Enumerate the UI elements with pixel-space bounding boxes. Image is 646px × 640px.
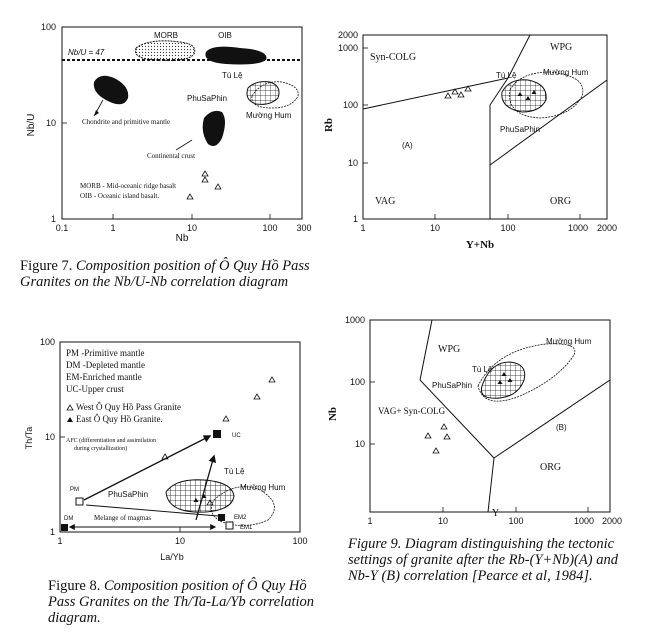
- fig8-em1-label: EM1: [240, 525, 253, 531]
- fig8-dm-point: [61, 524, 68, 531]
- fig8-xtick: 100: [292, 536, 308, 546]
- fig9a-region-vag: VAG: [375, 196, 396, 207]
- fig7-crust-label: Continental crust: [147, 152, 196, 160]
- fig9a-region-org: ORG: [550, 196, 572, 207]
- fig8-xtick: 10: [174, 536, 186, 546]
- fig9a-xtick: 2000: [596, 223, 618, 233]
- fig7-xlabel: Nb: [175, 233, 189, 244]
- fig8-xtick: 1: [57, 536, 63, 546]
- fig9b-west-points: [425, 424, 450, 453]
- fig9a-panel-label: (A): [402, 141, 413, 150]
- fig9a-xtick: 1: [360, 223, 366, 233]
- fig8-legend-west-symbol: [67, 405, 73, 410]
- figure-7: [0, 0, 320, 310]
- fig9b-phusaphin-label: PhuSaPhin: [432, 381, 473, 390]
- fig9b-tule-label: Tú Lệ: [472, 365, 493, 374]
- fig9a-muonghum-label: Mường Hum: [543, 68, 589, 77]
- fig8-pm-point: [76, 498, 83, 505]
- fig9a-west-points: [445, 86, 471, 98]
- fig9b-region-wpg: WPG: [438, 344, 461, 355]
- fig8-phusaphin-label: PhuSaPhin: [108, 490, 149, 499]
- fig9a-ylabel: Rb: [323, 117, 335, 133]
- fig7-points: [187, 171, 221, 199]
- figure-8: [0, 330, 330, 640]
- fig9a-xtick: 10: [429, 223, 441, 233]
- fig9a-ytick: 10: [347, 158, 358, 168]
- fig8-caption-num: Figure 8.: [48, 578, 101, 594]
- figure-9b: [320, 300, 646, 640]
- fig8-uc-label: UC: [232, 433, 241, 439]
- fig9b-xtick: 100: [508, 516, 524, 526]
- fig7-plot: [0, 0, 320, 250]
- fig9a-ytick: 100: [342, 100, 358, 110]
- fig7-xtick: 100: [262, 223, 278, 233]
- fig9a-xtick: 100: [500, 223, 516, 233]
- fig8-legend-east-symbol: [67, 417, 73, 422]
- fig7-chondrite-field: [94, 76, 128, 105]
- fig8-muonghum-label: Mường Hum: [240, 483, 286, 492]
- fig8-em1-point: [226, 522, 233, 529]
- fig7-ytick: 100: [40, 22, 56, 32]
- fig9b-xtick: 2000: [601, 516, 623, 526]
- fig7-oib-field: [205, 47, 266, 65]
- fig9b-ytick: 10: [354, 439, 365, 449]
- fig9a-region-syncolg: Syn-COLG: [370, 52, 417, 63]
- fig9b-xtick: 1000: [573, 516, 595, 526]
- fig8-tule-label: Tú Lệ: [224, 467, 245, 476]
- fig8-legend-east: East Ô Quy Hồ Granite.: [76, 414, 163, 424]
- fig8-ytick: 100: [39, 337, 55, 347]
- fig7-xtick: 1: [110, 223, 116, 233]
- fig8-caption-text: Composition position of Ô Quy Hồ Pass Granites on the Th/Ta-La/Yb correlation diagram.: [48, 578, 314, 626]
- fig7-caption-num: Figure 7.: [20, 258, 73, 274]
- fig8-melange-label: Melange of magmas: [94, 514, 152, 522]
- fig7-muonghum-label: Mường Hum: [246, 111, 292, 120]
- fig7-oib-label: OIB: [218, 31, 232, 40]
- fig8-xlabel: La/Yb: [160, 552, 184, 562]
- fig7-ylabel: Nb/U: [26, 113, 37, 137]
- fig7-nbu-label: Nb/U = 47: [68, 48, 105, 57]
- fig9b-ylabel: Nb: [327, 406, 339, 422]
- fig9a-tule-field: [502, 80, 546, 112]
- fig9b-xtick: 10: [437, 516, 449, 526]
- fig9a-tule-label: Tú Lệ: [496, 71, 517, 80]
- fig9b-region-vag: VAG+ Syn-COLG: [378, 406, 446, 416]
- fig8-legend-uc: UC-Upper crust: [66, 384, 124, 394]
- fig7-morb-field: [136, 41, 195, 61]
- fig8-ytick: 1: [49, 527, 55, 537]
- fig7-caption-text: Composition position of Ô Quy Hồ Pass Granites on the Nb/U-Nb correlation diagram: [20, 258, 310, 290]
- fig9b-xlabel: Y: [492, 508, 500, 519]
- fig7-legend-oib: OIB - Oceanic island basalt.: [80, 192, 160, 200]
- fig7-xtick: 0.1: [55, 223, 69, 233]
- fig8-ytick: 10: [44, 432, 55, 442]
- fig8-afc-note-1: AFC (differentiation and assimilation: [66, 438, 157, 444]
- fig9a-ytick: 1: [352, 214, 358, 224]
- figure-9a: [320, 0, 646, 260]
- fig7-morb-label: MORB: [154, 31, 178, 40]
- fig8-pm-label: PM: [70, 487, 79, 493]
- fig7-phusaphin-label: PhuSaPhin: [187, 94, 228, 103]
- fig7-crust-field: [203, 111, 225, 146]
- fig7-ytick: 1: [50, 214, 56, 224]
- fig7-chondrite-label: Chondrite and primitive mantle: [82, 118, 171, 126]
- fig7-caption: [20, 258, 320, 290]
- fig9b-plot: [320, 300, 646, 528]
- fig9a-phusaphin-label: PhuSaPhin: [500, 125, 541, 134]
- fig9b-ytick: 1000: [344, 315, 365, 325]
- fig9b-region-org: ORG: [540, 462, 562, 473]
- fig8-legend-dm: DM -Depleted mantle: [66, 360, 145, 370]
- fig8-ylabel: Th/Ta: [24, 426, 34, 450]
- fig7-xtick: 10: [186, 223, 198, 233]
- fig9b-ytick: 100: [349, 377, 365, 387]
- fig7-tule-label: Tú Lệ: [222, 71, 243, 80]
- fig8-caption: [48, 578, 320, 626]
- fig9a-ytick: 2000: [337, 30, 358, 40]
- fig9a-xtick: 1000: [567, 223, 589, 233]
- fig8-legend-pm: PM -Primitive mantle: [66, 348, 145, 358]
- fig9a-region-wpg: WPG: [550, 42, 573, 53]
- fig8-legend-em: EM-Enriched mantle: [66, 372, 142, 382]
- fig9a-plot: [320, 0, 646, 260]
- fig9b-xtick: 1: [367, 516, 373, 526]
- fig8-em2-label: EM2: [234, 515, 247, 521]
- fig7-ytick: 10: [45, 118, 56, 128]
- fig7-legend-morb: MORB - Mid-oceanic ridge basalt: [80, 182, 177, 190]
- fig9a-xlabel: Y+Nb: [465, 239, 495, 251]
- fig7-tule-field: [247, 82, 279, 105]
- fig8-afc-note-2: during crystallization): [74, 446, 128, 452]
- fig8-legend-west: West Ô Quy Hồ Pass Granite: [76, 402, 182, 412]
- fig8-dm-label: DM: [64, 516, 74, 522]
- fig9a-ytick: 1000: [337, 43, 358, 53]
- fig8-uc-point: [213, 430, 221, 438]
- fig9b-caption: Figure 9. Diagram distinguishing the tectonic settings of granite after the Rb-(Y+Nb)(A) and Nb-Y (B) correlation [Pearce et al, 1984].: [348, 536, 618, 584]
- fig9b-panel-label: (B): [556, 423, 567, 432]
- fig7-xtick: 300: [296, 223, 312, 233]
- fig8-em2-point: [218, 514, 225, 521]
- fig8-plot: [0, 330, 330, 580]
- fig9b-muonghum-label: Mường Hum: [546, 337, 592, 346]
